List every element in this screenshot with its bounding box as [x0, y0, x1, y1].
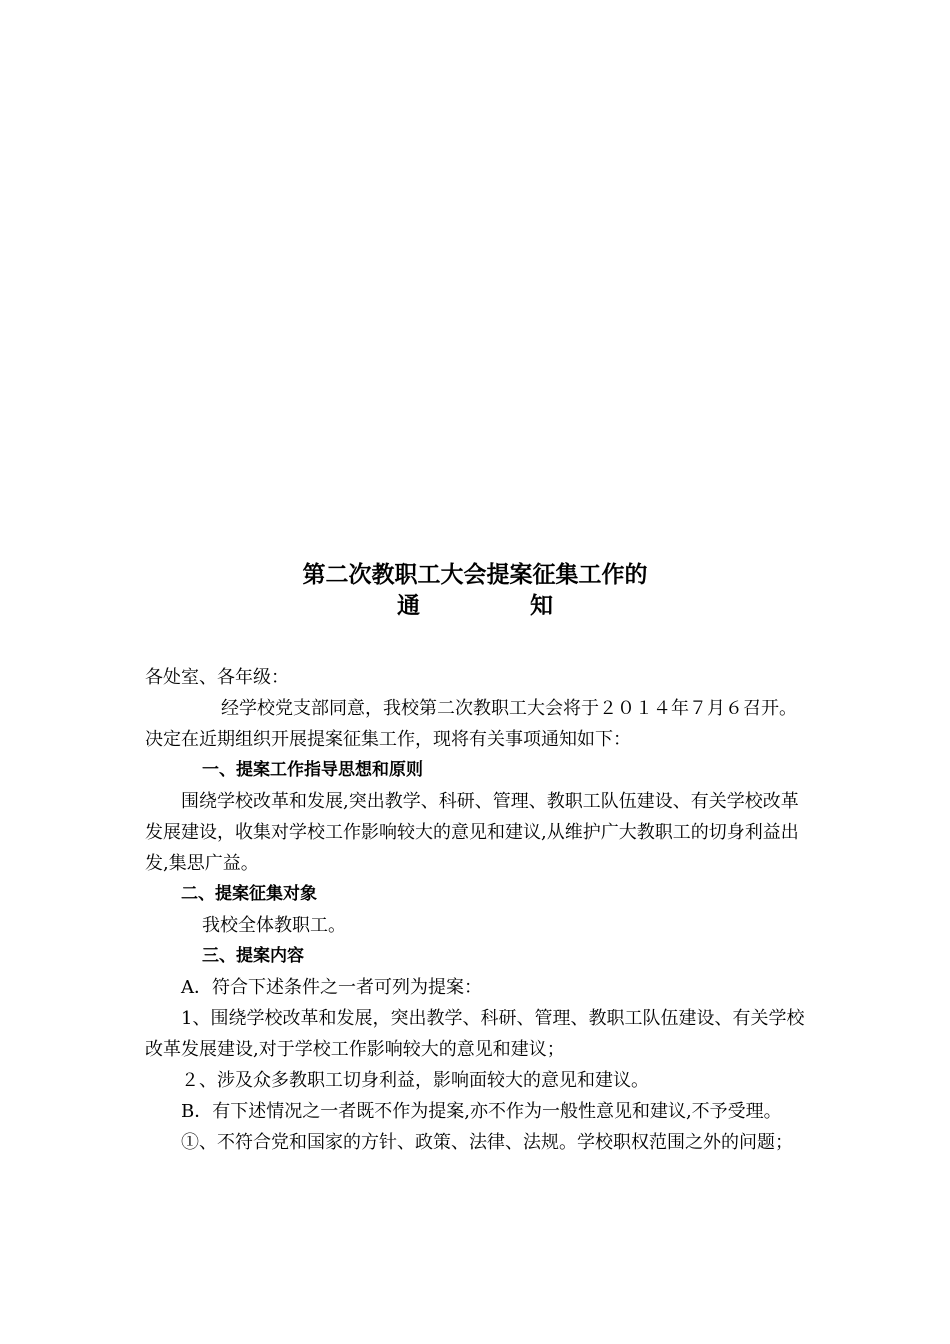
salutation: 各处室、各年级：: [145, 667, 289, 688]
title-char-zhi: 知: [530, 593, 553, 619]
section-3-b1: ①、不符合党和国家的方针、政策、法律、法规。学校职权范围之外的问题；: [181, 1132, 793, 1153]
section-3-b-label: B．有下述情况之一者既不作为提案,亦不作为一般性意见和建议,不予受理。: [181, 1101, 782, 1122]
title-char-tong: 通: [397, 593, 420, 619]
section-3-a1: 1、围绕学校改革和发展，突出教学、科研、管理、教职工队伍建设、有关学校改革发展建设,对于学校工作影响较大的意见和建议；: [145, 1008, 805, 1060]
intro-line-1: 经学校党支部同意，我校第二次教职工大会将于２０１４年７月６召开。: [221, 698, 797, 719]
title-line-2: [0, 591, 950, 622]
document-body: [145, 662, 815, 1158]
section-1-body: 围绕学校改革和发展,突出教学、科研、管理、教职工队伍建设、有关学校改革发展建设，收集对学校工作影响较大的意见和建议,从维护广大教职工的切身利益出发,集思广益。: [145, 791, 799, 874]
section-1-heading: 一、提案工作指导思想和原则: [202, 760, 423, 780]
document-title: [0, 560, 950, 622]
intro-line-2: 决定在近期组织开展提案征集工作，现将有关事项通知如下：: [145, 729, 631, 750]
section-2-body: 我校全体教职工。: [202, 915, 346, 936]
section-3-a-label: A．符合下述条件之一者可列为提案：: [181, 977, 482, 998]
title-line-1: 第二次教职工大会提案征集工作的: [302, 562, 648, 588]
section-3-heading: 三、提案内容: [202, 946, 304, 966]
section-3-a2: ２、涉及众多教职工切身利益，影响面较大的意见和建议。: [181, 1070, 649, 1091]
section-2-heading: 二、提案征集对象: [181, 884, 317, 904]
